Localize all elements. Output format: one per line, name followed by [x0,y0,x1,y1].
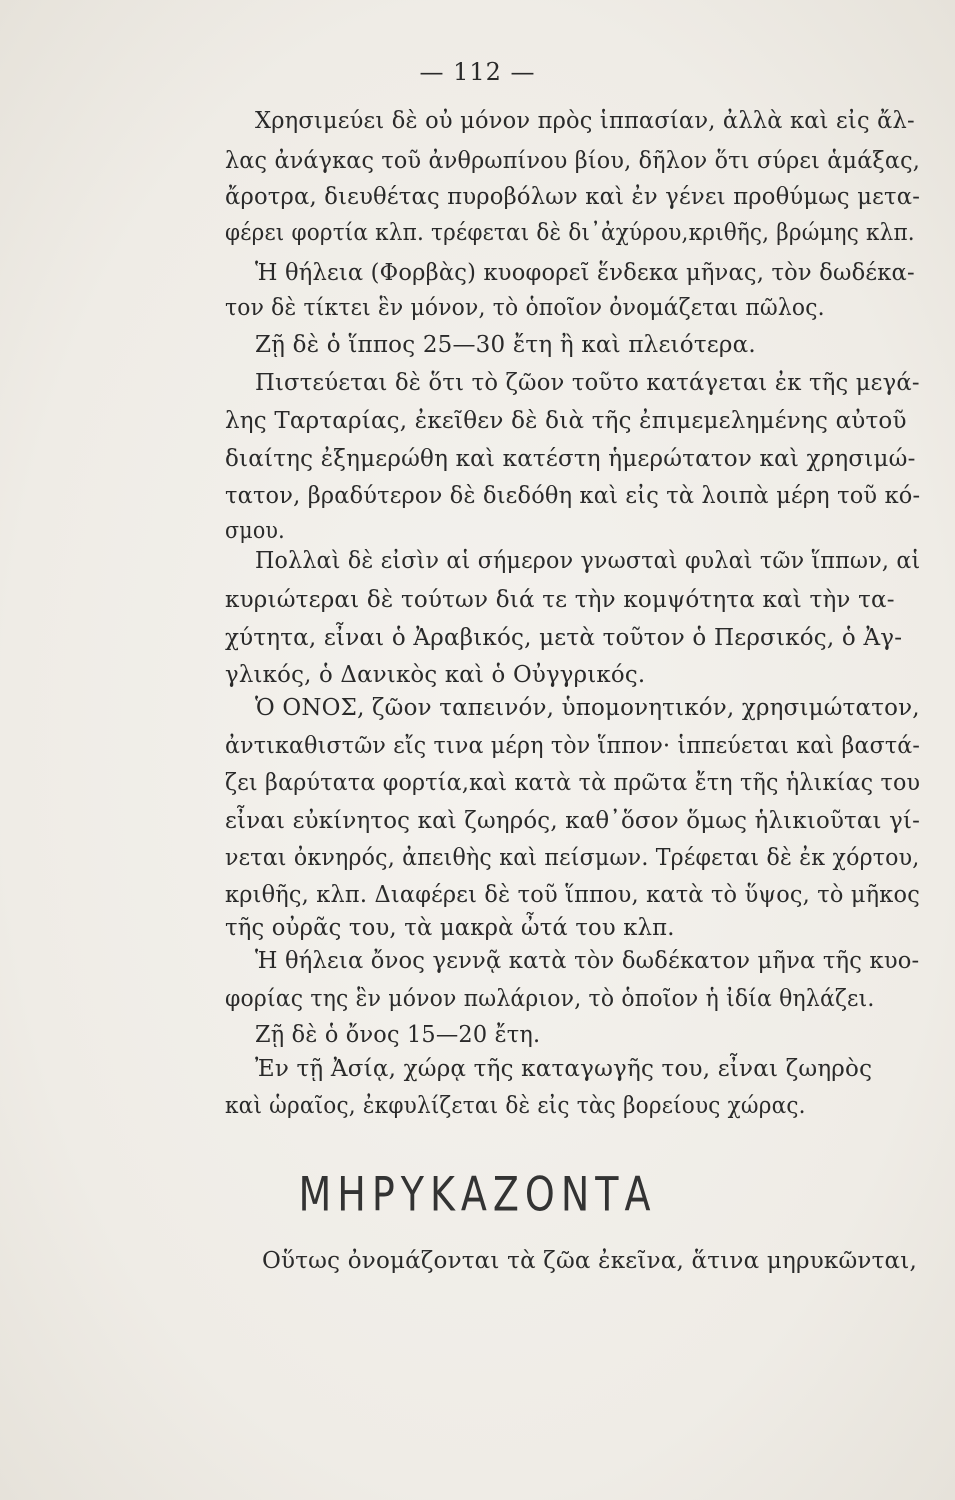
text-line: λας ἀνάγκας τοῦ ἀνθρωπίνου βίου, δῆλον ὅτι σύρει ἁμάξας, [225,148,921,174]
text-line: φορίας της ἓν μόνον πωλάριον, τὸ ὁποῖον ἡ ἰδία θηλάζει. [225,986,875,1012]
text-line: Ἡ θήλεια ὄνος γεννᾷ κατὰ τὸν δωδέκατον μῆνα τῆς κυο- [255,948,920,974]
text-line: Ζῇ δὲ ὁ ἵππος 25—30 ἔτη ἢ καὶ πλειότερα. [255,332,756,358]
text-line: φέρει φορτία κλπ. τρέφεται δὲ δι᾽ἀχύρου,κριθῆς, βρώμης κλπ. [225,220,915,246]
text-line: Ἐν τῇ Ἀσίᾳ, χώρᾳ τῆς καταγωγῆς του, εἶναι ζωηρὸς [255,1056,873,1082]
text-line: καὶ ὡραῖος, ἐκφυλίζεται δὲ εἰς τὰς βορείους χώρας. [225,1093,806,1119]
text-line: χύτητα, εἶναι ὁ Ἀραβικός, μετὰ τοῦτον ὁ Περσικός, ὁ Ἀγ- [225,625,903,651]
text-line: λης Ταρταρίας, ἐκεῖθεν δὲ διὰ τῆς ἐπιμεμελημένης αὐτοῦ [225,408,907,434]
text-line: Χρησιμεύει δὲ οὐ μόνον πρὸς ἱππασίαν, ἀλλὰ καὶ εἰς ἄλ- [255,108,915,134]
text-line: Ἡ θήλεια (Φορβὰς) κυοφορεῖ ἕνδεκα μῆνας, τὸν δωδέκα- [255,260,915,286]
text-line: διαίτης ἐξημερώθη καὶ κατέστη ἡμερώτατον καὶ χρησιμώ- [225,446,916,472]
text-line: νεται ὀκνηρός, ἀπειθὴς καὶ πείσμων. Τρέφεται δὲ ἐκ χόρτου, [225,845,920,871]
text-line: εἶναι εὐκίνητος καὶ ζωηρός, καθ᾽ὅσον ὅμως ἡλικιοῦται γί- [225,808,921,834]
text-line: κριθῆς, κλπ. Διαφέρει δὲ τοῦ ἵππου, κατὰ τὸ ὕψος, τὸ μῆκος [225,882,920,908]
text-line: κυριώτεραι δὲ τούτων διά τε τὴν κομψότητα καὶ τὴν τα- [225,587,895,613]
text-line: ζει βαρύτατα φορτία,καὶ κατὰ τὰ πρῶτα ἔτη τῆς ἡλικίας του [225,770,921,796]
text-line-last: Οὕτως ὀνομάζονται τὰ ζῶα ἐκεῖνα, ἅτινα μηρυκῶνται, [262,1248,917,1274]
text-line: τῆς οὐρᾶς του, τὰ μακρὰ ὦτά του κλπ. [225,915,675,941]
text-line: σμου. [225,518,285,544]
text-line: τον δὲ τίκτει ἓν μόνον, τὸ ὁποῖον ὀνομάζεται πῶλος. [225,295,825,321]
text-line: Ζῇ δὲ ὁ ὄνος 15—20 ἔτη. [255,1022,541,1048]
page-number: — 112 — [419,58,536,86]
text-line: τατον, βραδύτερον δὲ διεδόθη καὶ εἰς τὰ λοιπὰ μέρη τοῦ κό- [225,483,921,509]
text-line: Πολλαὶ δὲ εἰσὶν αἱ σήμερον γνωσταὶ φυλαὶ τῶν ἵππων, αἱ [255,548,921,574]
text-line: ἄροτρα, διευθέτας πυροβόλων καὶ ἐν γένει προθύμως μετα- [225,184,921,210]
text-line: ἀντικαθιστῶν εἴς τινα μέρη τὸν ἵππον· ἱππεύεται καὶ βαστά- [225,733,921,759]
section-heading: ΜΗΡΥΚΑΖΟΝΤΑ [298,1166,657,1222]
text-line: Πιστεύεται δὲ ὅτι τὸ ζῶον τοῦτο κατάγεται ἐκ τῆς μεγά- [255,370,920,396]
text-line: γλικός, ὁ Δανικὸς καὶ ὁ Οὐγγρικός. [225,662,646,688]
text-line: Ὁ ΟΝΟΣ, ζῶον ταπεινόν, ὑπομονητικόν, χρησιμώτατον, [255,695,920,721]
